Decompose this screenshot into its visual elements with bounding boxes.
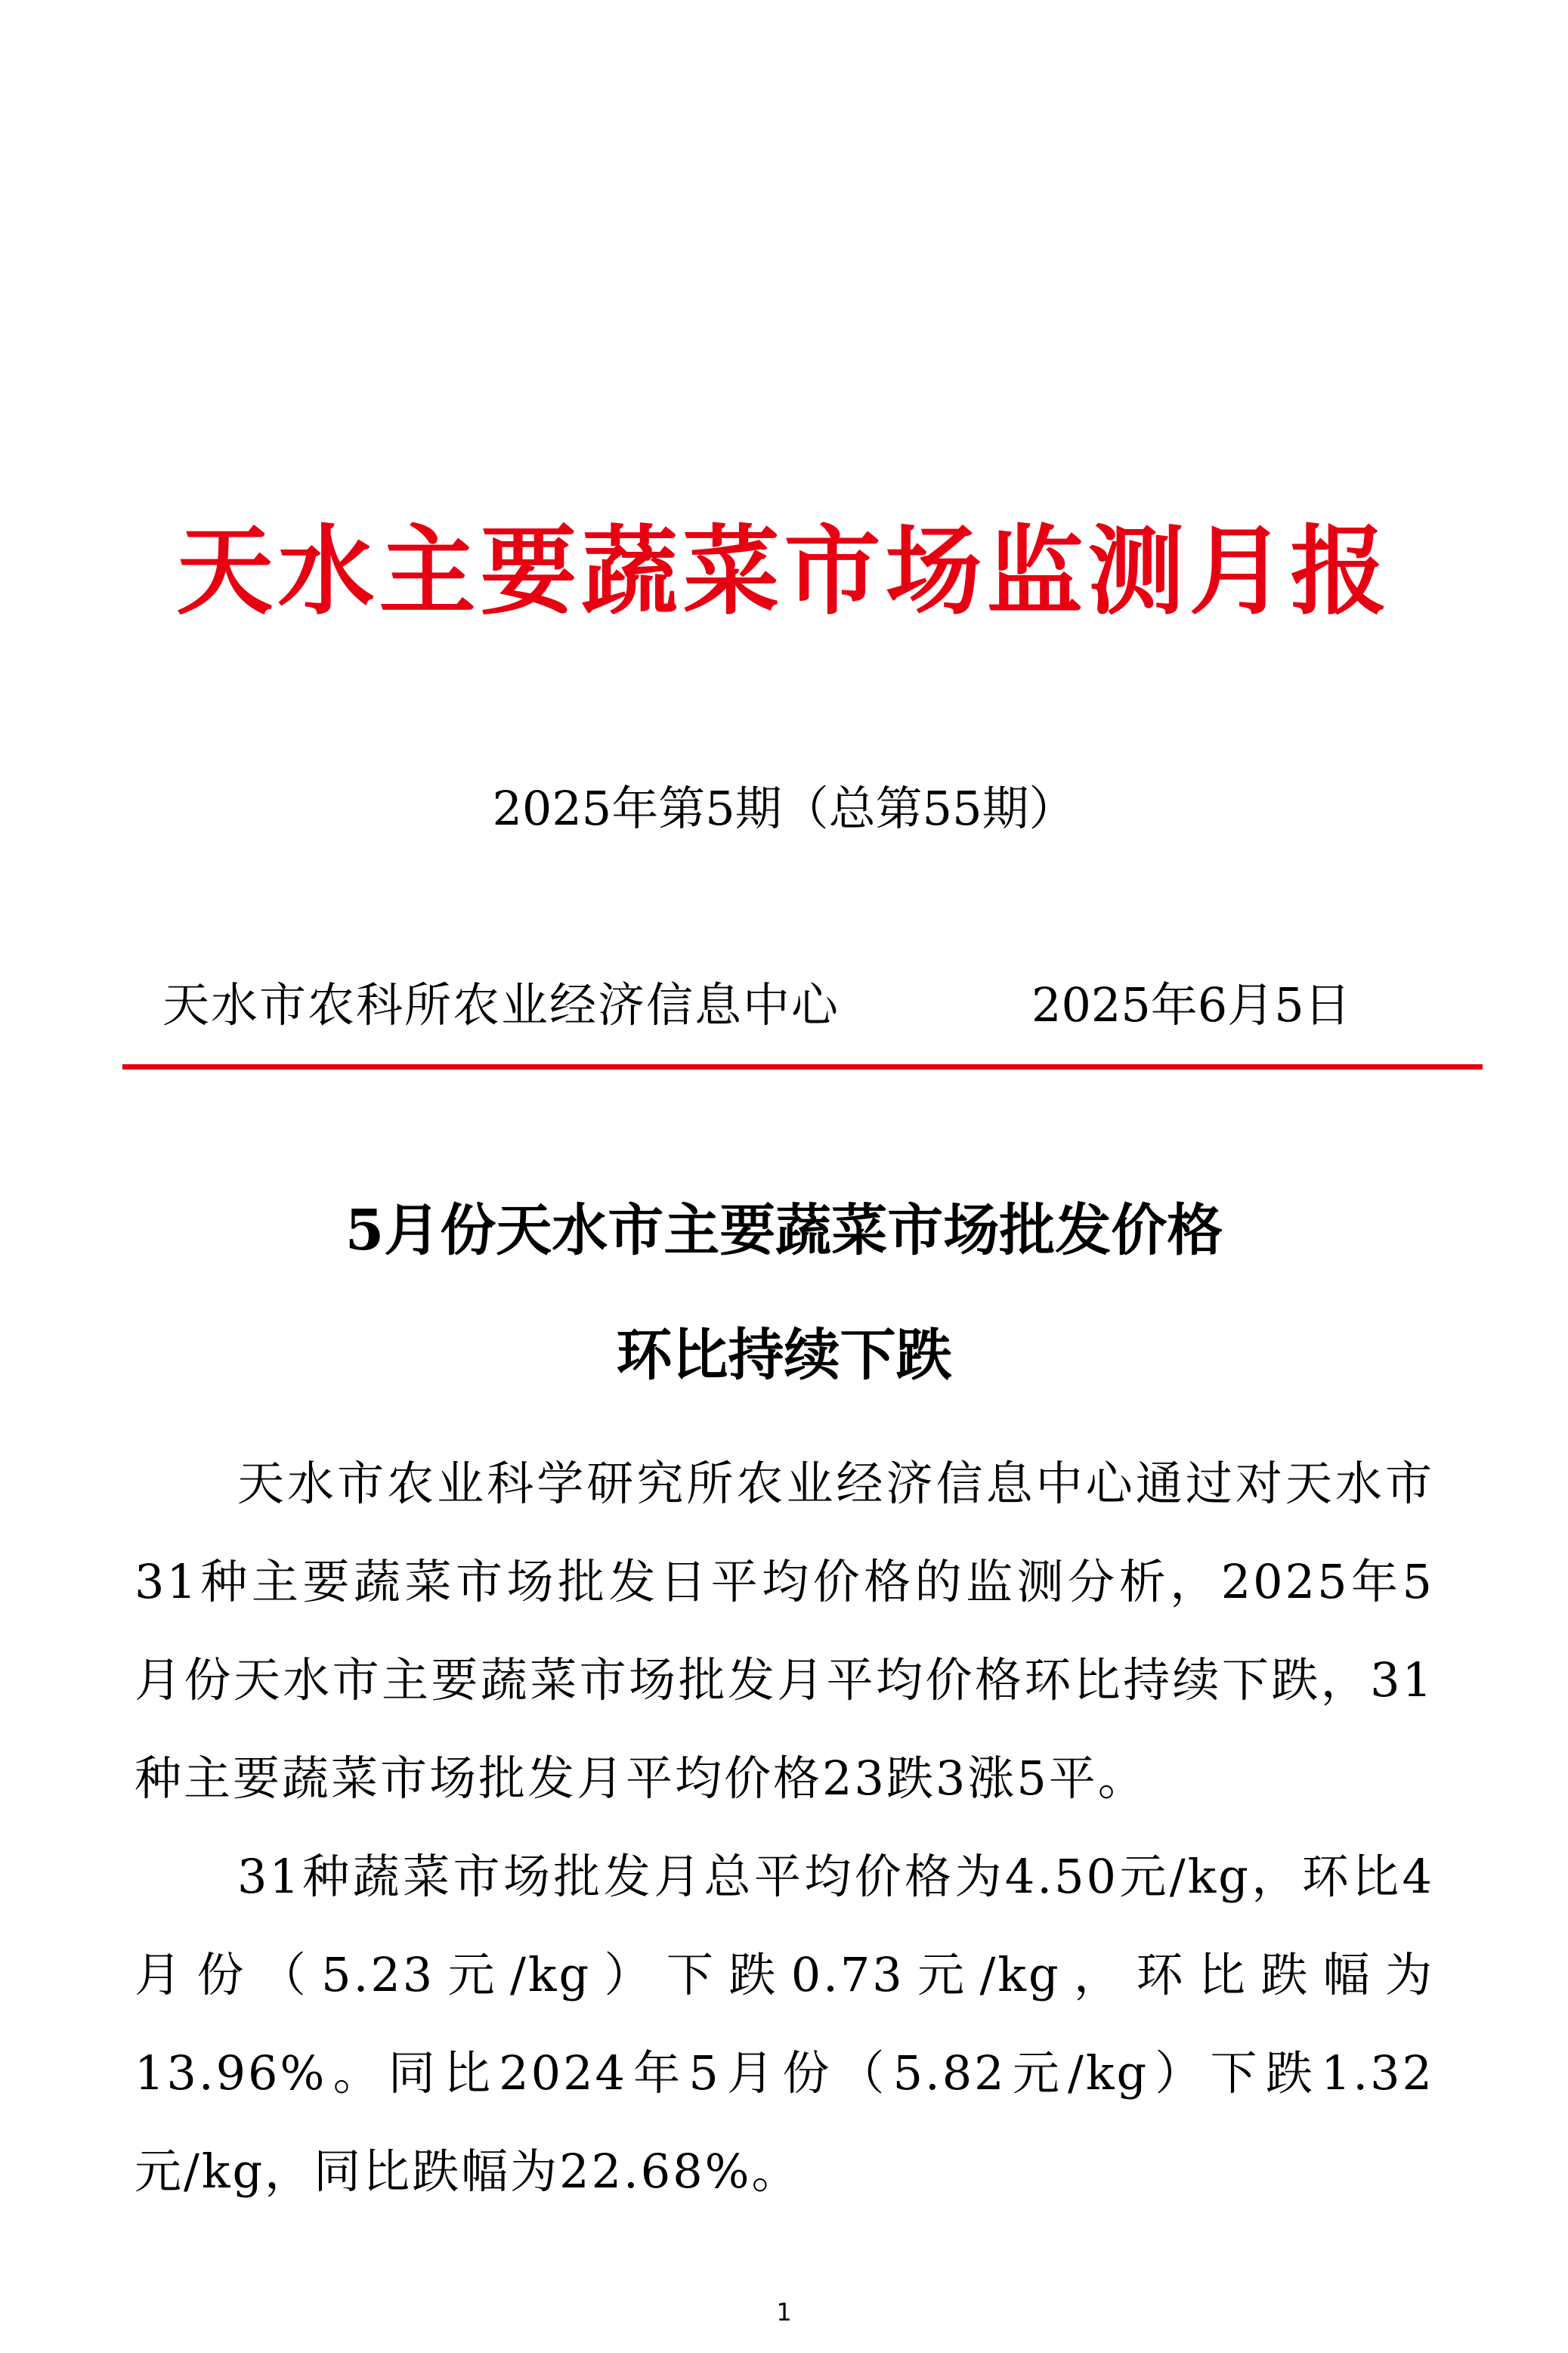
- article-title-line1: 5月份天水市主要蔬菜市场批发价格: [345, 1198, 1223, 1263]
- body-paragraph-1: 天水市农业科学研究所农业经济信息中心通过对天水市31种主要蔬菜市场批发日平均价格的监测分析，2025年5月份天水市主要蔬菜市场批发月平均价格环比持续下跌，31种主要蔬菜市场批发月平均价格23跌3涨5平。: [135, 1456, 1434, 1806]
- masthead-divider: [122, 1064, 1483, 1070]
- masthead-title: 天水主要蔬菜市场监测月报: [176, 515, 1392, 628]
- article-title-line2: 环比持续下跌: [616, 1323, 952, 1388]
- issuer-name: 天水市农科所农业经济信息中心: [162, 977, 840, 1033]
- issue-number: 2025年第5期（总第55期）: [492, 781, 1076, 836]
- publication-date: 2025年6月5日: [1031, 977, 1351, 1033]
- body-paragraph-2: 31种蔬菜市场批发月总平均价格为4.50元/kg，环比4月份（5.23元/kg）下跌0.73元/kg，环比跌幅为13.96%。同比2024年5月份（5.82元/kg）下跌1.32元/kg，同比跌幅为22.68%。: [135, 1849, 1434, 2199]
- article-body: [135, 1435, 1434, 2221]
- page-number: 1: [776, 2298, 792, 2327]
